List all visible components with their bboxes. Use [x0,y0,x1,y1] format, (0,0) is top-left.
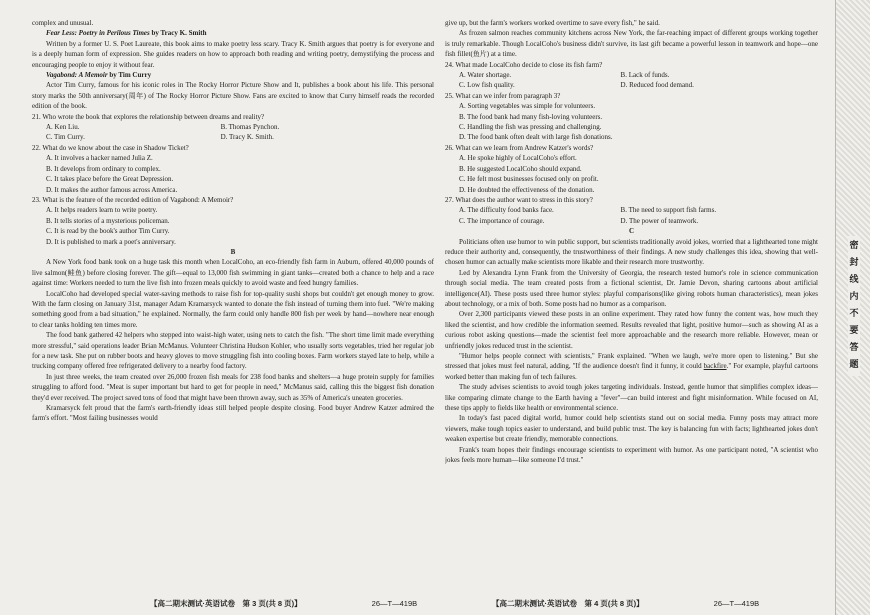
option: B. Lack of funds. [620,71,670,80]
option: B. Thomas Pynchon. [220,123,280,132]
option: B. The need to support fish farms. [620,206,717,215]
question-22: 22. What do we know about the case in Shadow Ticket? [32,143,189,152]
page-3-footer: 【高二期末测试·英语试卷 第 3 页(共 8 页)】 26—T—419B [150,599,418,608]
question-25: 25. What can we infer from paragraph 3? [445,91,561,100]
option: C. Handling the fish was pressing and challenging. [459,123,602,132]
options-24-row2 [445,80,818,90]
passage-b-paragraph: A New York food bank took on a huge task this month when LocalCoho, an eco-friendly fish farm in Auburn, offered 40,000 pounds of live salmon(鲑鱼) before closing forever. The gift—equal to 13,000 fish swimming in giant tanks—created both a chance to help and a race against time: Workers needed to turn the live fish into frozen meals quickly to avoid waste and feed hungry families. [32,258,434,288]
passage-c-paragraph: Led by Alexandra Lynn Frank from the University of Georgia, the research tested humor's role in science communication through social media. The team created posts from a fictional scientist, Dr. Jamie Devon, sharing cartoons about artificial intelligence(AI). These posts used three humor styles: playful comparisons(like giving robots human characteristics), mean jokes about technology, or a mix of both. Some posts had no humor as a comparison. [445,268,818,308]
book-desc-fear-less: Written by a former U. S. Poet Laureate, this book aims to make poetry less scary. Tracy K. Smith argues that poetry is for everyone and is a deeply human form of expression. She guides readers on how to approach both reading and writing poetry, demystifying the process and encouraging people to enjoy it without fear. [32,39,434,69]
option: D. It makes the author famous across America. [46,185,178,194]
option: D. Tracy K. Smith. [220,133,274,142]
passage-c-paragraph: "Humor helps people connect with scientists," Frank explained. "When we laugh, we're more open to listening." But she stressed that jokes must feel natural, adding, "If the audience doesn't find it funny, it could backfire." For example, playful cartoons worked better than making fun of tech failures. [445,352,818,381]
page-3-column [32,18,434,595]
page-4-footer: 【高二期末测试·英语试卷 第 4 页(共 8 页)】 26—T—419B [492,599,760,608]
options-24-row1 [445,70,818,80]
option: A. Water shortage. [459,71,512,80]
question-27: 27. What does the author want to stress in this story? [445,195,593,204]
passage-b-paragraph: As frozen salmon reaches community kitchens across New York, the far-reaching impact of different groups working together is truly remarkable. Though LocalCoho's business didn't survive, its last gift became a powerful lesson in teamwork and hope—one fish fillet(鱼片) at a time. [445,29,818,59]
option: B. It develops from ordinary to complex. [46,164,161,173]
page-4-column [445,18,818,595]
option: D. The power of teamwork. [620,216,699,225]
option: C. The importance of courage. [459,216,545,225]
option: A. It helps readers learn to write poetry. [46,206,158,215]
question-23: 23. What is the feature of the recorded edition of Vagabond: A Memoir? [32,195,234,204]
option: D. It is published to mark a poet's anniversary. [46,237,176,246]
book-heading-fear-less: Fear Less: Poetry in Perilous Times by Tracy K. Smith [46,29,207,38]
question-24: 24. What made LocalCoho decide to close its fish farm? [445,60,603,69]
option: B. It tells stories of a mysterious policeman. [46,216,170,225]
book-desc-vagabond: Actor Tim Curry, famous for his iconic roles in The Rocky Horror Picture Show and It, publishes a book about his life. This personal story marks the 50th anniversary(周年) of The Rocky Horror Picture Show. Fans are excited to know that Curry himself reads the recorded edition of the book. [32,81,434,111]
option: A. It involves a hacker named Julia Z. [46,154,153,163]
option: D. He doubted the effectiveness of the donation. [459,185,595,194]
passage-b-continued: give up, but the farm's workers worked overtime to save every fish," he said. [445,19,660,27]
options-21-row2 [32,132,434,142]
seal-line-margin [835,0,870,615]
option: A. Ken Liu. [46,123,80,132]
option: B. The food bank had many fish-loving volunteers. [459,112,603,121]
options-21-row1 [32,122,434,132]
section-c-heading: C [628,227,635,236]
passage-b-paragraph: Kramarsyck felt proud that the farm's earth-friendly ideas still helped people despite closing. Food buyer Andrew Katzer admired the farm's effort. "Most failing businesses would [32,404,434,423]
passage-c-paragraph: In today's fast paced digital world, humor could help scientists stand out on social media. Funny posts may attract more viewers, make tough topics easier to understand, and build public trust. The key is balancing fun with facts; lighthearted jokes don't weaken expertise but create friendly, memorable connections. [445,414,818,444]
options-27-row1 [445,205,818,215]
passage-b-paragraph: LocalCoho had developed special water-saving methods to raise fish for top-quality sushi shops but couldn't get enough money to grow. With the farm closing on January 31st, manager Adam Kramarsyck wanted to donate the fish instead of turning them into fuel. "We're making something good from a bad situation," he explained. Normally, the farm could only handle 800 fish per week by hand—nowhere near enough to clear tanks holding ten times more. [32,289,434,329]
passage-b-paragraph: In just three weeks, the team created over 26,000 frozen fish meals for 238 food banks and shelters—a huge protein supply for families struggling to afford food. "Meat is super important but hard to get for people in need," McManus said, calling this the biggest fish donation they'd ever received. The project saved tons of food that might have been thrown away, such as 35% of America's uneaten groceries. [32,372,434,402]
intro-tail: complex and unusual. [32,19,94,27]
option: C. It is read by the book's author Tim Curry. [46,227,170,236]
options-27-row2 [445,216,818,226]
option: D. Reduced food demand. [620,81,694,90]
book-heading-vagabond: Vagabond: A Memoir by Tim Curry [46,71,152,80]
passage-c-paragraph: Politicians often use humor to win public support, but scientists traditionally avoid jokes, worried that a lighthearted tone might reduce their authority and, consequently, the trustworthiness of their findings. A new study challenges this idea, showing that well-chosen humor can actually make scientists more likable and their research more trustworthy. [445,237,818,267]
option: C. He felt most businesses focused only on profit. [459,175,599,184]
option: C. Low fish quality. [459,81,515,90]
question-26: 26. What can we learn from Andrew Katzer's words? [445,143,594,152]
section-b-heading: B [230,247,236,256]
option: A. He spoke highly of LocalCoho's effort. [459,154,577,163]
option: A. The difficulty food banks face. [459,206,554,215]
passage-c-paragraph: Over 2,300 participants viewed these posts in an online experiment. They rated how funny the content was, how much they liked the scientist, and how credible the information seemed. Results revealed that light, positive humor—such as showing AI as a curious robot asking questions—made the scientist feel more approachable and the research more reliable. However, mean or unfriendly jokes reduced trust in the scientist. [445,310,818,350]
question-21: 21. Who wrote the book that explores the relationship between dreams and reality? [32,112,265,121]
option: B. He suggested LocalCoho should expand. [459,164,582,173]
option: A. Sorting vegetables was simple for volunteers. [459,102,596,111]
option: C. Tim Curry. [46,133,85,142]
underlined-word: backfire [703,362,727,371]
passage-c-paragraph: The study advises scientists to avoid tough jokes targeting individuals. Instead, gentle humor that simplifies complex ideas—like comparing climate change to the Earth having a "fever"—can build interest and fight misinformation. While focused on AI, these tips apply to fields like health or environmental science. [445,383,818,413]
passage-b-paragraph: The food bank gathered 42 helpers who stepped into waist-high water, using nets to catch the fish. "The short time limit made everything more stressful," said operations leader Brian McManus. Volunteer Christina Hudson Kohler, who usually sorts vegetables, tried her regular job for a new task. She put on rubber boots and heavy gloves to move struggling fish into cooling boxes. Farm workers stayed late to help, while a trucking company offered free refrigerated delivery to a nearby food factory. [32,331,434,371]
seal-line-notice: 密 封 线 内 不 要 答 题 [848,236,860,376]
option: D. The food bank often dealt with large fish donations. [459,133,613,142]
option: C. It takes place before the Great Depression. [46,175,174,184]
passage-c-paragraph: Frank's team hopes their findings encourage scientists to experiment with humor. As one participant noted, "A scientist who jokes feels more human—like someone I'd trust." [445,445,818,465]
